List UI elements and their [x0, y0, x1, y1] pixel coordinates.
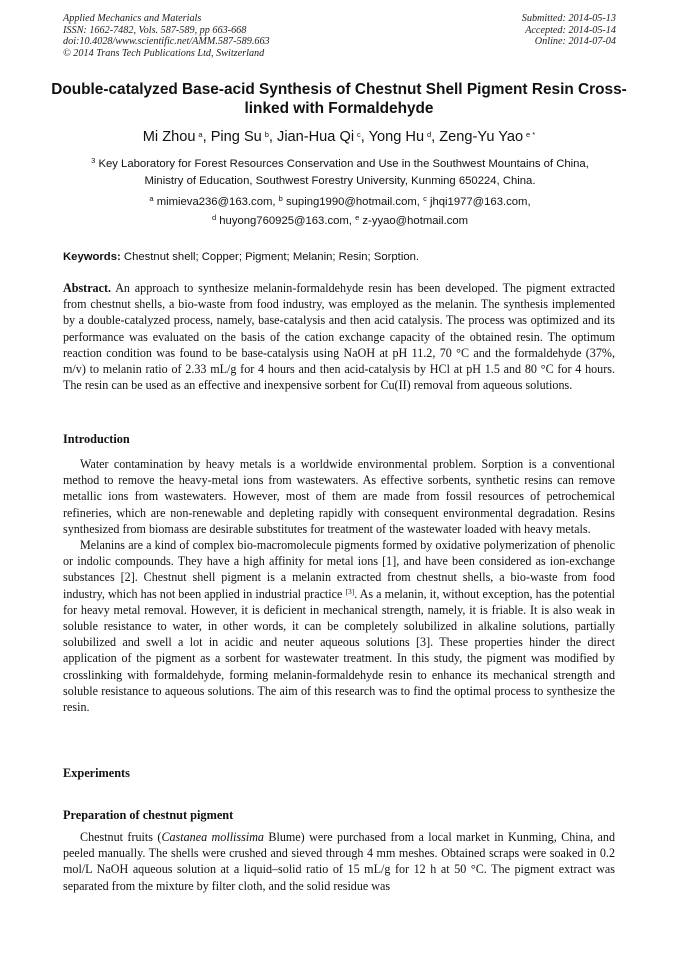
- affiliation-mark: 3: [91, 156, 96, 165]
- author-name: Yong Hu: [368, 129, 425, 145]
- keywords: [63, 250, 616, 264]
- email-address: jhqi1977@163.com,: [429, 196, 531, 208]
- email-mark: d: [211, 213, 217, 222]
- email-address: suping1990@hotmail.com,: [285, 196, 420, 208]
- subsection-heading-preparation: Preparation of chestnut pigment: [63, 808, 234, 822]
- author-name: Zeng-Yu Yao: [439, 129, 524, 145]
- email-mark: a: [149, 194, 154, 203]
- affiliation-line: Ministry of Education, Southwest Forestry University, Kunming 650224, China.: [144, 175, 536, 187]
- citation: [3]: [345, 586, 355, 596]
- paper-title: Double-catalyzed Base-acid Synthesis of Chestnut Shell Pigment Resin Cross-linked with Formaldehyde: [51, 81, 627, 117]
- doi-line: doi:10.4028/www.scientific.net/AMM.587-589.663: [63, 36, 270, 48]
- author-mark: d: [426, 130, 432, 139]
- preparation-text: [63, 829, 615, 894]
- paragraph: [63, 829, 615, 894]
- copyright-line: © 2014 Trans Tech Publications Ltd, Switzerland: [63, 47, 265, 59]
- affiliation: [60, 156, 620, 190]
- email-mark: c: [423, 194, 427, 203]
- paragraph-text: Chestnut fruits (: [80, 830, 162, 844]
- affiliation-line: Key Laboratory for Forest Resources Conservation and Use in the Southwest Mountains of China,: [98, 158, 589, 170]
- author-mark: e *: [526, 130, 536, 139]
- paragraph-text: Melanins are a kind of complex bio-macromolecule pigments formed by oxidative polymerization of phenolic or indolic compounds. They have a high affinity for metal ions [1], and have been considered as ion-exchange substances [2]. Chestnut shell pigment is a melanin extracted from chestnut shells, a bio-waste from food industry, which has not been applied in industrial practice: [63, 538, 615, 601]
- submitted-date: Submitted: 2014-05-13: [521, 13, 616, 24]
- email-mark: b: [278, 194, 283, 203]
- author-name: Mi Zhou: [142, 129, 196, 145]
- keywords-text: Chestnut shell; Copper; Pigment; Melanin; Resin; Sorption.: [123, 251, 420, 263]
- email-address: mimieva236@163.com,: [156, 196, 276, 208]
- online-date: Online: 2014-07-04: [534, 36, 616, 48]
- author-mark: c: [357, 130, 361, 139]
- section-heading-introduction: Introduction: [63, 432, 130, 446]
- introduction-text: [63, 456, 615, 715]
- abstract-label: Abstract.: [63, 281, 112, 295]
- author-mark: b: [264, 130, 269, 139]
- author-name: Jian-Hua Qi: [277, 129, 355, 145]
- paragraph: Water contamination by heavy metals is a worldwide environmental problem. Sorption is a conventional method to remove the heavy-metal ions from wastewaters. As effective sorbents, synthetic resins can remove metallic ions from wastewaters. However, most of them are made from fossil resources of petrochemical refineries, which are non-renewable and depleting rapidly with consequent environmental degradation. Resins synthesized from biomass are desirable substitutes for treatment of the wastewater loaded with heavy metals.: [63, 457, 615, 536]
- email-address: z-yyao@hotmail.com: [362, 215, 469, 227]
- abstract: [63, 280, 615, 393]
- keywords-label: Keywords:: [63, 251, 121, 263]
- paragraph-text: Blume) were purchased from a local market in Kunming, China, and peeled manually. The shells were crushed and sieved through 4 mm meshes. Obtained scraps were soaked in 0.2 mol/L NaOH aqueous solution at a liquid–solid ratio of 15 mL/g for 12 h at 50 °C. The pigment extract was separated from the mixture by filter cloth, and the solid residue was: [63, 830, 615, 893]
- issn-line: ISSN: 1662-7482, Vols. 587-589, pp 663-668: [63, 24, 247, 36]
- accepted-date: Accepted: 2014-05-14: [525, 24, 616, 36]
- journal-name: Applied Mechanics and Materials: [63, 13, 202, 24]
- journal-info: [63, 13, 270, 59]
- paragraph-text: . As a melanin, it, without exception, has the potential for heavy metal removal. However, it is deficient in mechanical strength, namely, it is friable. It is also weak in soluble resistance to water, in other words, it can be completely solubilized in alkaline solutions, partially solubilized and swell a lot in acidic and neuter aqueous solutions [3]. These properties hinder the direct application of the pigment as a sorbent for wastewater treatment. In this study, the pigment was modified by crosslinking with formaldehyde, forming melanin-formaldehyde resin to enhance its mechanical strength and soluble resistance to aqueous solutions. The aim of this research was to find the optimal process to synthesize the resin.: [63, 586, 615, 715]
- email-address: huyong760925@163.com,: [219, 215, 352, 227]
- author-emails: [60, 193, 620, 231]
- dates-info: [522, 13, 616, 48]
- species-name: Castanea mollissima: [161, 830, 264, 844]
- author-name: Ping Su: [210, 129, 262, 145]
- email-mark: e: [355, 213, 360, 222]
- section-heading-experiments: Experiments: [63, 766, 130, 780]
- paragraph: [63, 537, 615, 715]
- author-mark: a: [198, 130, 203, 139]
- abstract-text: An approach to synthesize melanin-formaldehyde resin has been developed. The pigment extracted from chestnut shells, a bio-waste from food industry, was employed as the melanin. The synthesis implemented by a double-catalyzed process, namely, base-catalysis and then acid catalysis. The process was optimized and its performance was evaluated on the basis of the cation exchange capacity of the obtained resin. The optimum reaction condition was found to be base-catalysis using NaOH at pH 11.2, 70 °C and the formaldehyde (37%, m/v) to melanin ratio of 2.33 mL/g for 4 hours and then acid-catalysis by HCl at pH 1.5 and 80 °C for 4 hours. The resin can be used as an effective and inexpensive sorbent for Cu(II) removal from aqueous solutions.: [63, 281, 616, 393]
- author-list: Mi Zhou $^a$, Ping Su $^b$, Jian-Hua Qi $^c$, Yong Hu $^d$, Zeng-Yu Yao $^{e *}$: [142, 129, 536, 145]
